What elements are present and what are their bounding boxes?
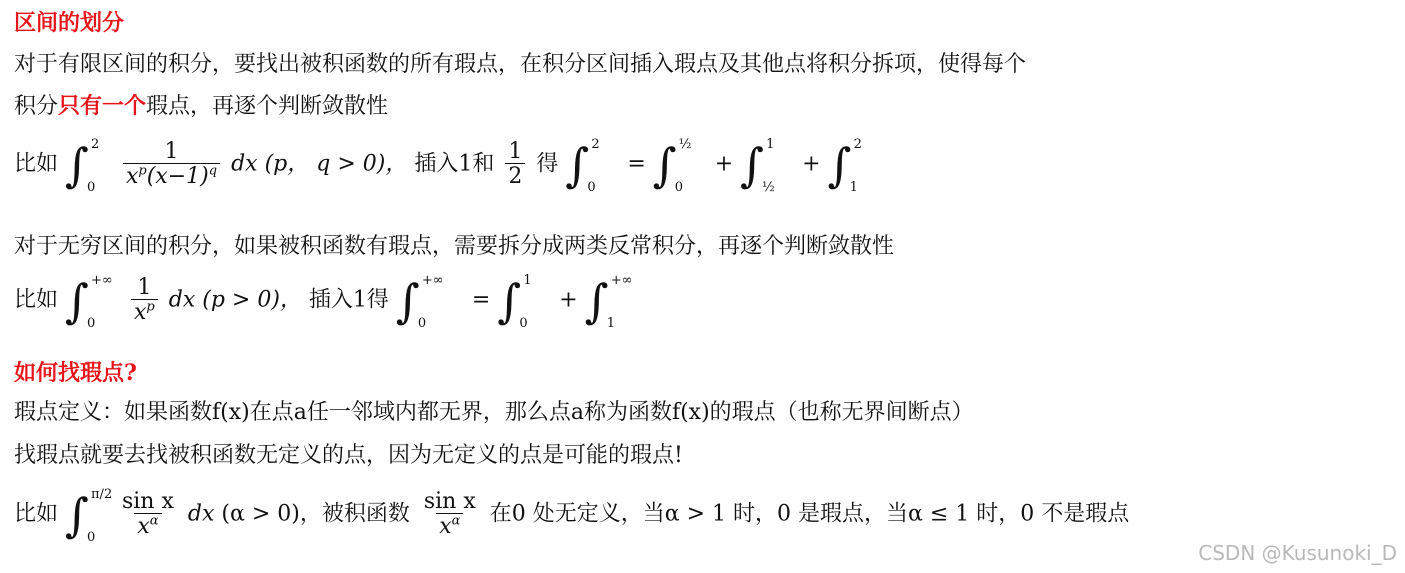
den-var: x: [133, 300, 147, 326]
fraction-numerator: 1: [164, 139, 179, 164]
den-var: x: [137, 514, 150, 540]
den-var: x: [439, 514, 452, 540]
fraction-denominator: [134, 513, 161, 539]
den-exp: p: [146, 299, 155, 315]
integral-lower-limit: 0: [519, 315, 528, 331]
integral-lower-limit: 0: [417, 315, 427, 331]
plus-sign: +: [559, 287, 578, 313]
equals-sign: =: [471, 287, 491, 313]
den-exp: α: [451, 513, 461, 529]
integral-sign: ∫ 2 0: [65, 136, 100, 195]
highlight-only-one: 只有一个: [58, 93, 147, 119]
text-segment: 瑕点，再逐个判断敛散性: [146, 94, 389, 119]
integral-sign: ∫ 1 0: [497, 272, 532, 331]
get-text: 得: [536, 151, 559, 177]
integral-lower-limit: 0: [87, 179, 96, 195]
insert-text: 插入1和: [414, 151, 495, 177]
fraction-denominator: 2: [505, 163, 525, 189]
fraction-integrand: [421, 490, 479, 539]
text-segment: 积分: [14, 94, 59, 119]
paragraph-infinite: 对于无穷区间的积分，如果被积函数有瑕点，需要拆分成两类反常积分，再逐个判断敛散性: [14, 234, 895, 259]
integral-lower-limit: 0: [674, 179, 684, 195]
integral-sign: ∫ 2 1: [827, 136, 862, 195]
integral-lower-limit: ½: [762, 179, 775, 195]
dx: dx: [168, 287, 196, 313]
integral-lower-limit: 0: [587, 179, 596, 195]
equals-sign: =: [627, 151, 646, 177]
section-heading-find-singular: 如何找瑕点?: [14, 360, 137, 386]
den-exp2: q: [208, 163, 218, 179]
conclusion-text: 在0 处无定义，当α > 1 时，0 是瑕点，当α ≤ 1 时，0 不是瑕点: [489, 501, 1130, 527]
fraction-denominator: [123, 163, 220, 189]
fraction-denominator: [436, 513, 463, 539]
integral-upper-limit: 1: [766, 136, 775, 152]
example-lead: 比如: [14, 151, 59, 177]
integral-sign: ∫ ½ 0: [652, 136, 692, 195]
integral-lower-limit: 0: [87, 529, 96, 545]
paragraph-finite-line1: 对于有限区间的积分，要找出被积函数的所有瑕点，在积分区间插入瑕点及其他点将积分拆项，使得每个: [14, 52, 1027, 77]
integral-upper-limit: 2: [91, 136, 100, 152]
example-infinite-split: [14, 272, 633, 336]
dx: dx: [231, 151, 258, 177]
integral-upper-limit: ½: [678, 136, 692, 152]
fraction: [123, 140, 220, 189]
den-expr: (x−1): [146, 164, 209, 190]
fraction-denominator: [131, 299, 158, 325]
integral-upper-limit: +∞: [610, 272, 633, 288]
fraction-numerator: sin x: [423, 489, 476, 514]
paragraph-find: 找瑕点就要去找被积函数无定义的点，因为无定义的点是可能的瑕点!: [14, 443, 683, 468]
den-var: x: [125, 164, 139, 190]
insert-text: 插入1得: [308, 287, 389, 313]
fraction-numerator: sin x: [121, 489, 174, 514]
integral-sign: ∫ +∞ 0: [395, 272, 444, 331]
condition: (p > 0)，: [202, 287, 302, 313]
condition: (p， q > 0)，: [264, 151, 408, 177]
plus-sign: +: [714, 151, 734, 177]
fraction: [131, 276, 158, 325]
fraction: [119, 490, 177, 539]
paragraph-definition: 瑕点定义：如果函数f(x)在点a任一邻域内都无界，那么点a称为函数f(x)的瑕点（也称无界间断点）: [14, 400, 974, 425]
example-lead: 比如: [14, 501, 59, 527]
plus-sign: +: [802, 151, 821, 177]
integral-upper-limit: 2: [853, 136, 862, 152]
den-exp: p: [138, 163, 147, 179]
integral-upper-limit: 1: [523, 272, 532, 288]
example-finite-split: [14, 136, 862, 210]
integral-sign: ∫ +∞ 0: [65, 272, 113, 331]
fraction-numerator: 1: [508, 139, 523, 164]
integral-sign: ∫ +∞ 1: [584, 272, 633, 331]
integral-lower-limit: 0: [87, 315, 96, 331]
integral-lower-limit: 1: [849, 179, 858, 195]
integral-sign: ∫ 2 0: [565, 136, 600, 195]
watermark: CSDN @Kusunoki_D: [1198, 541, 1397, 565]
integral-upper-limit: +∞: [91, 272, 113, 288]
example-sin-over-x: [14, 486, 1130, 554]
integral-upper-limit: 2: [591, 136, 600, 152]
dx: dx: [187, 501, 215, 527]
paragraph-finite-line2: [14, 95, 388, 118]
integral-lower-limit: 1: [606, 315, 615, 331]
section-heading-interval-division: 区间的划分: [14, 10, 125, 36]
integral-upper-limit: π/2: [91, 486, 113, 502]
fraction-half: [505, 140, 525, 189]
integral-upper-limit: +∞: [421, 272, 444, 288]
example-lead: 比如: [14, 287, 59, 313]
integral-sign: ∫ π/2 0: [65, 486, 113, 545]
den-exp: α: [149, 513, 159, 529]
fraction-numerator: 1: [137, 275, 152, 300]
condition: (α > 0)，被积函数: [221, 501, 410, 527]
integral-sign: ∫ 1 ½: [740, 136, 775, 195]
